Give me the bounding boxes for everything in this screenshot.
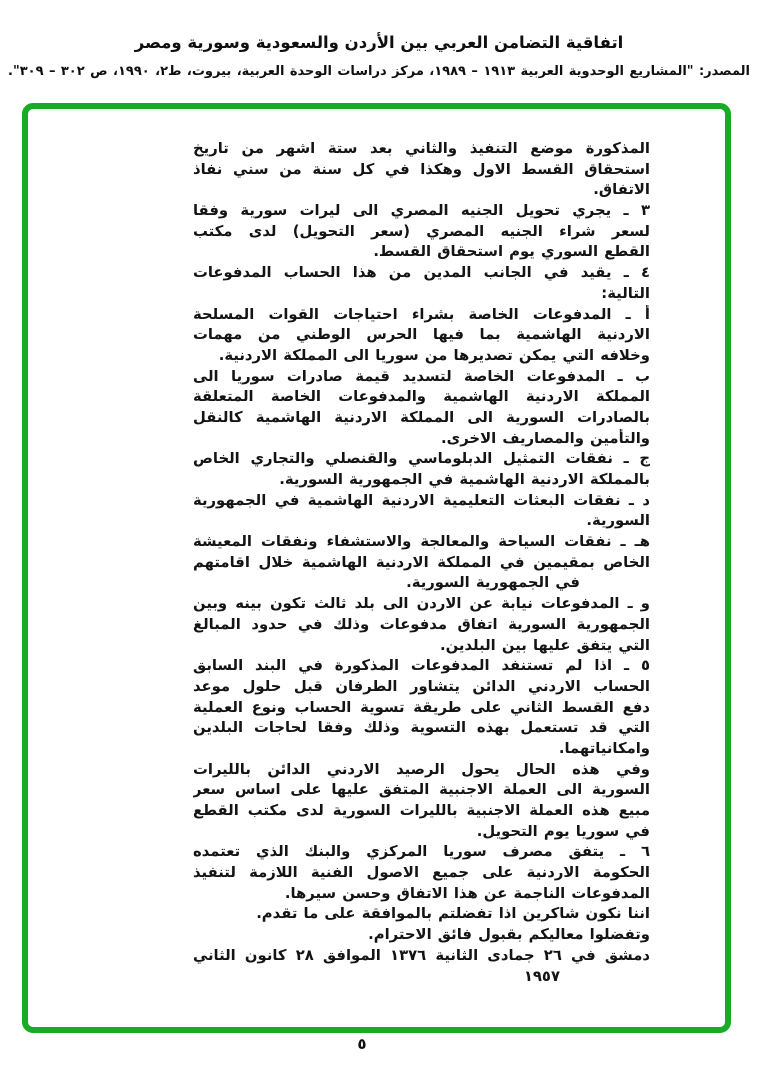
text-line: بالمملكة الاردنية الهاشمية في الجمهورية السورية. <box>279 471 650 488</box>
text-line: في سوريا يوم التحويل. <box>476 822 650 840</box>
text-line: المدفوعات الناجمة عن هذا الاتفاق وحسن سيرها. <box>284 884 650 902</box>
body-text <box>193 139 650 987</box>
text-line: دمشق في ٢٦ جمادى الثانية ١٣٧٦ الموافق ٢٨ كانون الثاني <box>193 946 650 964</box>
text-line: وامكانياتهما. <box>558 739 650 757</box>
text-line: و ـ المدفوعات نيابة عن الاردن الى بلد ثالث تكون بينه وبين <box>193 595 650 613</box>
text-line: الحكومة الاردنية على جميع الاصول الفنية اللازمة لتنفيذ <box>193 864 650 882</box>
text-line: وتفضلوا معاليكم بقبول فائق الاحترام. <box>368 926 650 944</box>
text-line: بالصادرات السورية الى المملكة الاردنية الهاشمية كالنقل <box>193 408 650 426</box>
source-citation: المصدر: "المشاريع الوحدوية العربية ١٩١٣ – ١٩٨٩، مركز دراسات الوحدة العربية، بيروت، ط٢، ١٩٩٠، ص ٣٠٢ – ٣٠٩". <box>8 64 750 79</box>
text-line: السورية الى العملة الاجنبية المتفق عليها على اساس سعر <box>193 781 650 799</box>
text-line: الحساب الاردني الدائن يتشاور الطرفان قبل حلول موعد <box>193 677 650 695</box>
text-line: ٤ ـ يقيد في الجانب المدين من هذا الحساب المدفوعات <box>193 264 650 282</box>
text-line: وفي هذه الحال يحول الرصيد الاردني الدائن بالليرات <box>193 760 650 778</box>
text-line: الاتفاق. <box>593 181 650 199</box>
text-line: اننا نكون شاكرين اذا تفضلتم بالموافقة على ما تقدم. <box>256 905 650 923</box>
text-line: التي قد تستعمل بهذه التسوية وذلك وفقا لحاجات البلدين <box>193 719 650 737</box>
text-line: الاردنية الهاشمية بما فيها الحرس الوطني من مهمات <box>193 326 650 344</box>
text-line: ٣ ـ يجري تحويل الجنيه المصري الى ليرات سورية وفقا <box>193 202 650 220</box>
text-line: المذكورة موضع التنفيذ والثاني بعد ستة اشهر من تاريخ <box>193 140 650 157</box>
text-line: الخاص بمقيمين في المملكة الاردنية الهاشمية خلال اقامتهم <box>193 553 650 571</box>
text-line: لسعر شراء الجنيه المصري (سعر التحويل) لدى مكتب <box>193 222 650 240</box>
text-line: المملكة الاردنية الهاشمية والمدفوعات الخاصة المتعلقة <box>193 388 650 406</box>
text-line: القطع السوري يوم استحقاق القسط. <box>373 243 650 261</box>
text-line: أ ـ المدفوعات الخاصة بشراء احتياجات القوات المسلحة <box>193 305 650 323</box>
text-line: والتأمين والمصاريف الاخرى. <box>441 429 650 447</box>
text-line: التي يتفق عليها بين البلدين. <box>439 636 650 654</box>
text-line: ٦ ـ يتفق مصرف سوريا المركزي والبنك الذي تعتمده <box>193 843 650 861</box>
text-line: دفع القسط الثاني على طريقة تسوية الحساب ونوع العملية <box>193 698 650 716</box>
text-line: مبيع هذه العملة الاجنبية بالليرات السورية لدى مكتب القطع <box>193 802 650 819</box>
text-line: استحقاق القسط الاول وهكذا في كل سنة من سني نفاذ <box>193 160 650 178</box>
text-line: د ـ نفقات البعثات التعليمية الاردنية الهاشمية في الجمهورية <box>193 491 650 509</box>
text-line: هـ ـ نفقات السياحة والمعالجة والاستشفاء ونفقات المعيشة <box>193 533 650 551</box>
text-line: السورية. <box>586 512 650 530</box>
text-line: الجمهورية السورية اتفاق مدفوعات وذلك في حدود المبالغ <box>193 615 650 633</box>
text-line: وخلافه التي يمكن تصديرها من سوريا الى المملكة الاردنية. <box>218 346 650 364</box>
text-line: في الجمهورية السورية. <box>406 574 580 592</box>
page-number: ٥ <box>357 1035 367 1053</box>
text-line: التالية: <box>601 284 650 302</box>
text-line: ٥ ـ اذا لم تستنفد المدفوعات المذكورة في البند السابق <box>193 657 650 675</box>
page-title: اتفاقية التضامن العربي بين الأردن والسعودية وسورية ومصر <box>134 33 624 52</box>
text-line: ب ـ المدفوعات الخاصة لتسديد قيمة صادرات سوريا الى <box>193 367 650 385</box>
text-line: ج ـ نفقات التمثيل الدبلوماسي والقنصلي والتجاري الخاص <box>193 450 650 468</box>
text-line: ١٩٥٧ <box>523 967 560 985</box>
